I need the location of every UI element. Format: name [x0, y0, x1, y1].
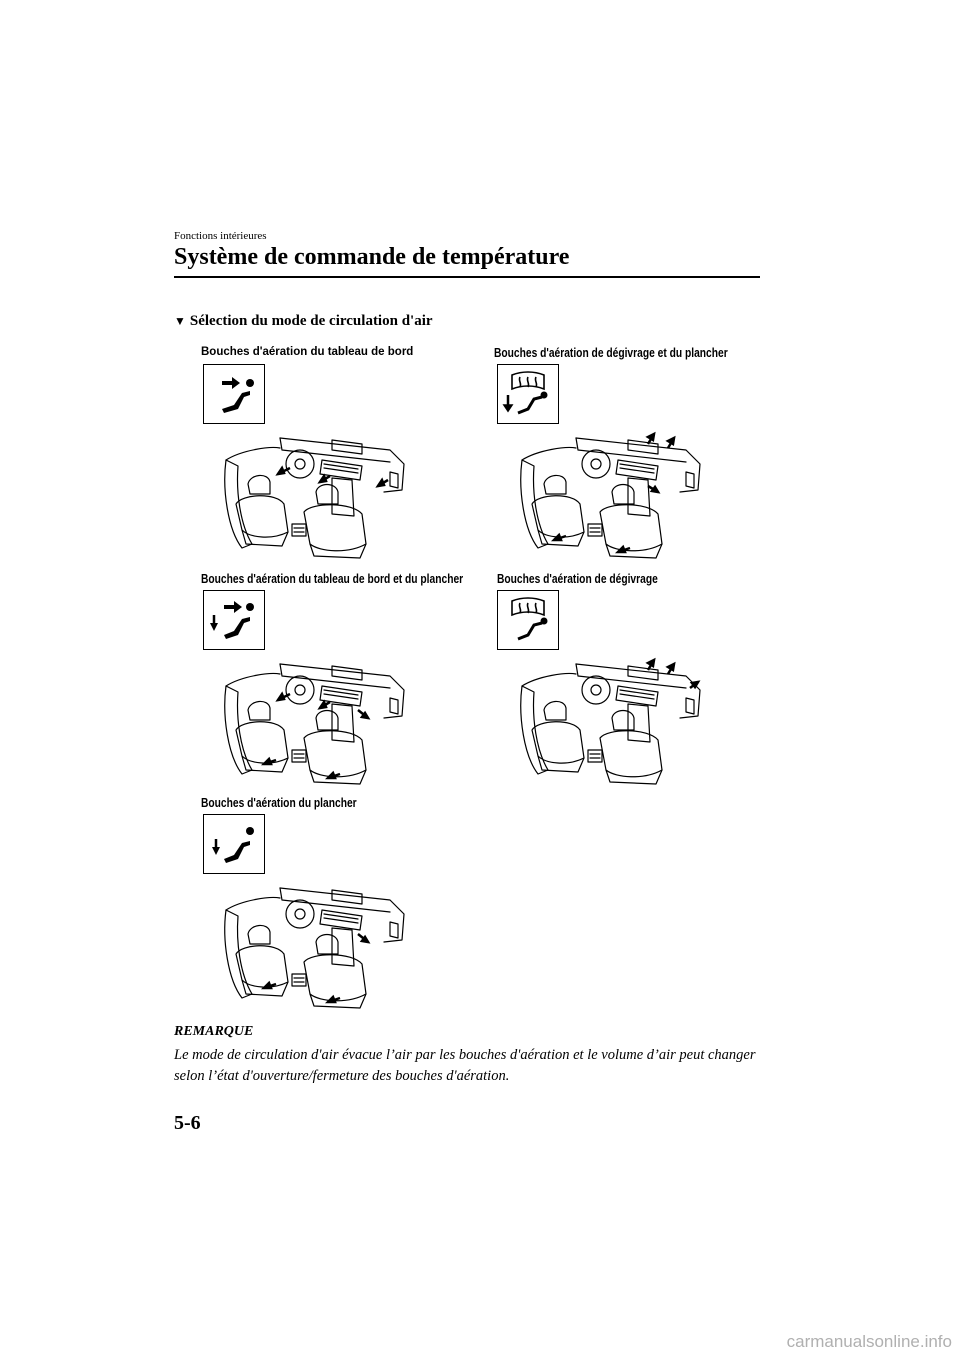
vent-defrost-floor-icon	[497, 364, 559, 424]
watermark: carmanualsonline.info	[786, 1332, 952, 1351]
chapter-label: Fonctions intérieures	[174, 230, 267, 242]
vent-defrost-icon	[497, 590, 559, 650]
cabin-airflow-illustration-defrost	[508, 646, 708, 786]
mode-caption-defrost-floor: Bouches d'aération de dégivrage et du plancher	[494, 346, 728, 360]
section-heading-text: Sélection du mode de circulation d'air	[189, 313, 433, 329]
cabin-airflow-illustration-defrost-floor	[508, 420, 708, 560]
mode-caption-face-floor: Bouches d'aération du tableau de bord et du plancher	[201, 572, 464, 586]
cabin-airflow-illustration-face-floor	[212, 646, 412, 786]
mode-caption-face: Bouches d'aération du tableau de bord	[201, 346, 414, 358]
vent-floor-icon	[203, 814, 265, 874]
note-body: Le mode de circulation d'air évacue l’air par les bouches d'aération et le volume d’air peut changer selon l’état d'ouverture/fermeture des bouches d'aération.	[174, 1047, 756, 1084]
page-title: Système de commande de température	[174, 244, 570, 270]
page-number: 5-6	[174, 1112, 201, 1134]
vent-face-floor-icon	[203, 590, 265, 650]
mode-caption-floor: Bouches d'aération du plancher	[201, 796, 357, 810]
vent-face-icon	[203, 364, 265, 424]
cabin-airflow-illustration-face	[212, 420, 412, 560]
mode-caption-defrost: Bouches d'aération de dégivrage	[497, 572, 658, 586]
triangle-bullet-icon: ▼	[174, 314, 186, 328]
note-title: REMARQUE	[174, 1024, 254, 1039]
title-divider	[174, 276, 760, 278]
section-heading	[174, 313, 433, 330]
cabin-airflow-illustration-floor	[212, 870, 412, 1010]
